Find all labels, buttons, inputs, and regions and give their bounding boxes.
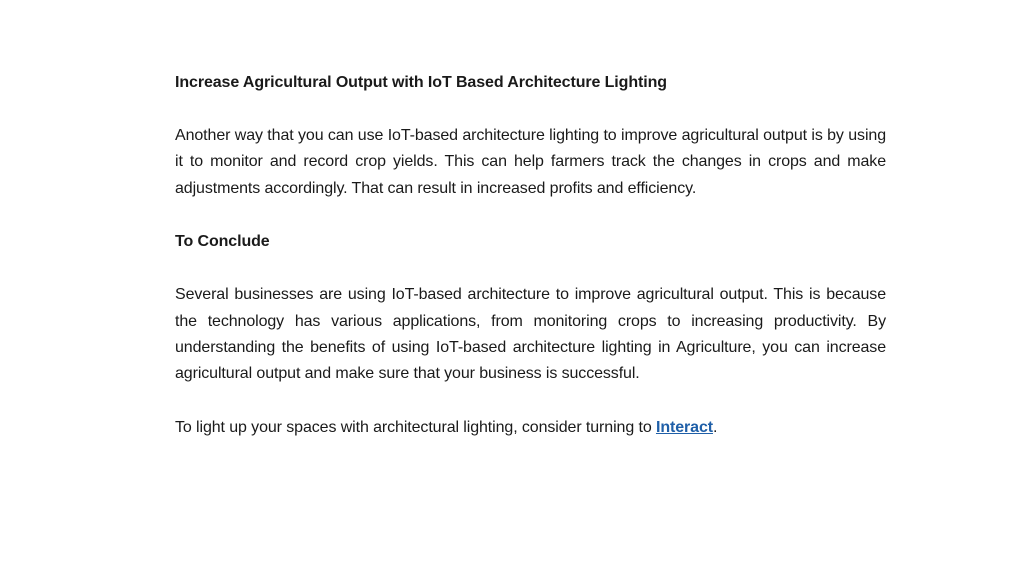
closing-text: To light up your spaces with architectural lighting, consider turning to — [175, 418, 656, 436]
closing-paragraph — [175, 415, 886, 441]
closing-period: . — [712, 418, 718, 436]
section-body-agricultural-output: Another way that you can use IoT-based architecture lighting to improve agricultural output is by using it to monitor and record crop yields. This can help farmers track the changes in crops and make adjustments accordingly. That can result in increased profits and efficiency. — [175, 127, 886, 197]
section-body-conclusion: Several businesses are using IoT-based architecture to improve agricultural output. This is because the technology has various applications, from monitoring crops to increasing productivity. By understanding the benefits of using IoT-based architecture lighting in Agriculture, you can increase agricultural output and make sure that your business is successful. — [175, 286, 886, 383]
section-heading-conclusion: To Conclude — [175, 233, 270, 251]
slide-content — [175, 70, 886, 441]
interact-link[interactable]: Interact — [655, 418, 713, 436]
section-heading-agricultural-output: Increase Agricultural Output with IoT Based Architecture Lighting — [175, 74, 667, 91]
